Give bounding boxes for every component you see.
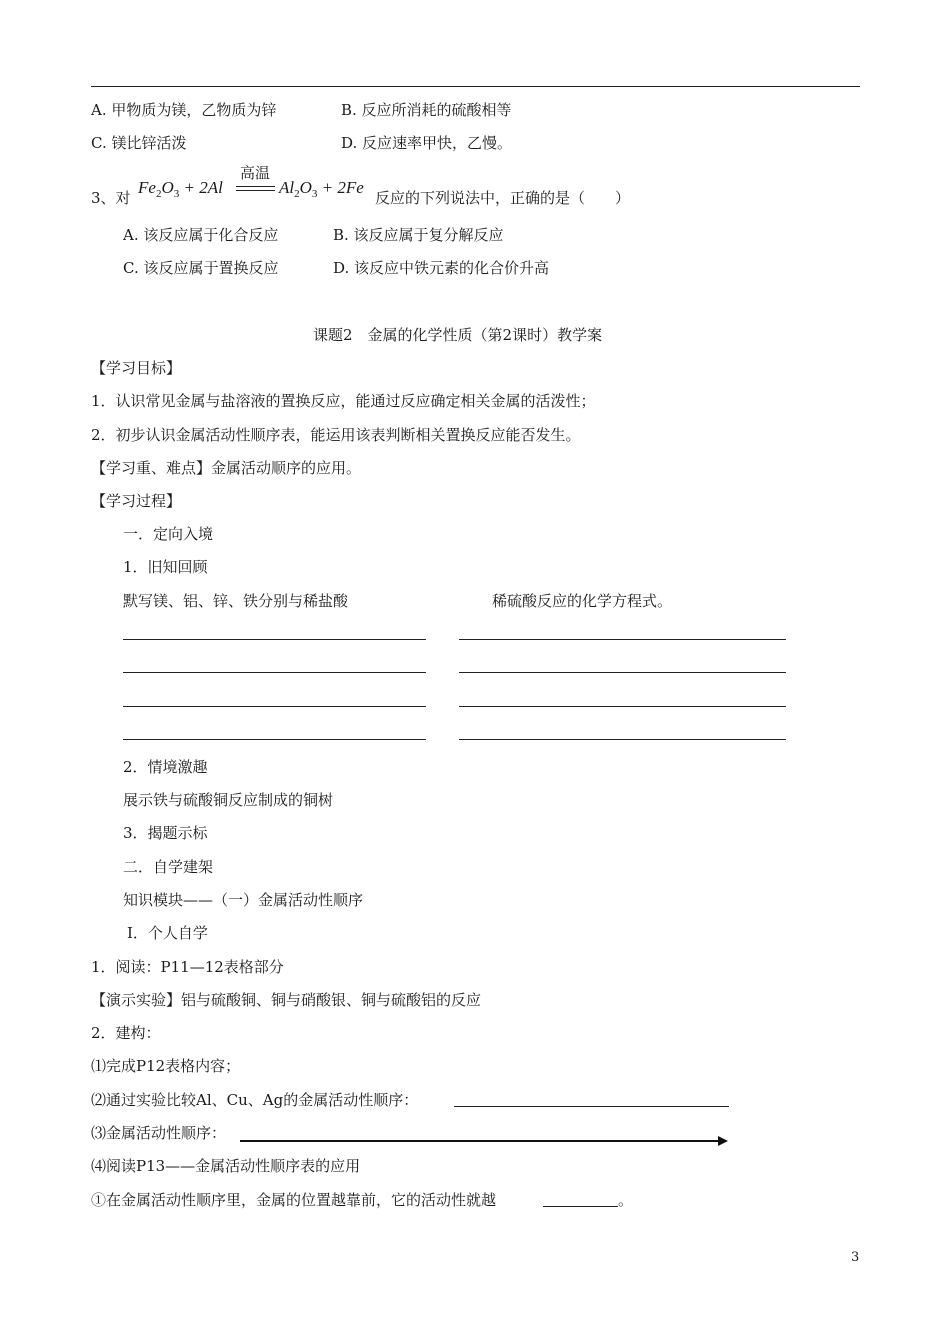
option-c-prev: C. 镁比锌活泼	[91, 134, 187, 152]
answer-line	[459, 739, 786, 740]
answer-line	[123, 672, 426, 673]
equation-condition: 高温	[240, 164, 271, 182]
construct-1: ⑴完成P12表格内容；	[91, 1057, 241, 1075]
construct-2-blank	[454, 1106, 729, 1107]
section-1-3: 3．揭题示标	[123, 824, 208, 842]
review-right: 稀硫酸反应的化学方程式。	[492, 592, 673, 610]
equation-bar-bottom	[236, 190, 275, 191]
construct-heading: 2．建构：	[91, 1024, 161, 1042]
q3-prefix: 3、对	[91, 189, 131, 207]
read-step-1: 1．阅读：P11—12表格部分	[91, 958, 284, 976]
activity-arrow	[240, 1134, 730, 1148]
q3-suffix: 反应的下列说法中，正确的是（ ）	[375, 189, 631, 207]
rule-1-blank	[543, 1206, 618, 1207]
construct-2: ⑵通过实验比较Al、Cu、Ag的金属活动性顺序：	[91, 1091, 419, 1109]
section-1-1: 1．旧知回顾	[123, 558, 208, 576]
construct-3: ⑶金属活动性顺序：	[91, 1124, 227, 1142]
q3-option-d: D. 该反应中铁元素的化合价升高	[333, 259, 550, 277]
header-rule	[91, 86, 860, 87]
answer-line	[459, 706, 786, 707]
construct-4: ⑷阅读P13——金属活动性顺序表的应用	[91, 1157, 361, 1175]
option-d-prev: D. 反应速率甲快，乙慢。	[341, 134, 513, 152]
goal-2: 2．初步认识金属活动性顺序表，能运用该表判断相关置换反应能否发生。	[91, 426, 581, 444]
option-a-prev: A. 甲物质为镁，乙物质为锌	[91, 101, 277, 119]
equation-products: $Al_2O_3 + 2Fe$	[279, 178, 364, 200]
self-study: Ⅰ．个人自学	[127, 924, 208, 942]
review-left: 默写镁、铝、锌、铁分别与稀盐酸	[123, 592, 349, 610]
section-1-2: 2．情境激趣	[123, 758, 208, 776]
answer-line	[459, 639, 786, 640]
demo-experiment: 【演示实验】铝与硫酸铜、铜与硝酸银、铜与硫酸铝的反应	[91, 991, 482, 1009]
process-heading: 【学习过程】	[91, 492, 182, 510]
goal-1: 1．认识常见金属与盐溶液的置换反应，能通过反应确定相关金属的活泼性；	[91, 392, 596, 410]
option-b-prev: B. 反应所消耗的硫酸相等	[341, 101, 512, 119]
section-2: 二．自学建架	[123, 858, 214, 876]
section-1: 一．定向入境	[123, 525, 214, 543]
rule-1-end: 。	[618, 1191, 634, 1209]
q3-option-b: B. 该反应属于复分解反应	[333, 226, 504, 244]
equation-reactants: $Fe_2O_3 + 2Al$	[138, 178, 223, 200]
answer-line	[123, 706, 426, 707]
answer-line	[459, 672, 786, 673]
lesson-title: 课题2 金属的化学性质（第2课时）教学案	[313, 326, 603, 344]
answer-line	[123, 639, 426, 640]
scene-text: 展示铁与硫酸铜反应制成的铜树	[123, 791, 334, 809]
goals-heading: 【学习目标】	[91, 359, 182, 377]
key-points: 【学习重、难点】金属活动顺序的应用。	[91, 459, 362, 477]
page-number: 3	[851, 1250, 860, 1265]
answer-line	[123, 739, 426, 740]
q3-option-a: A. 该反应属于化合反应	[123, 226, 279, 244]
rule-1-text: ①在金属活动性顺序里，金属的位置越靠前，它的活动性就越	[91, 1191, 497, 1209]
module-heading: 知识模块——（一）金属活动性顺序	[123, 891, 364, 909]
equation-bar-top	[236, 186, 275, 187]
q3-option-c: C. 该反应属于置换反应	[123, 259, 279, 277]
